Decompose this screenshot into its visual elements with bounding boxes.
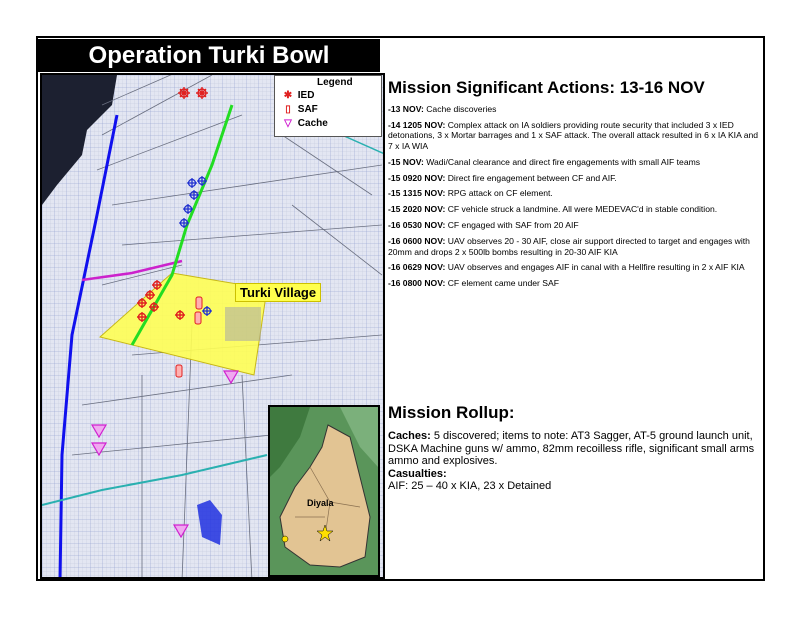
action-item: -16 0530 NOV: CF engaged with SAF from 20 AIF [388, 220, 579, 231]
action-item: -13 NOV: Cache discoveries [388, 104, 497, 114]
actions-list [388, 104, 760, 289]
rollup-title: Mission Rollup: [388, 403, 515, 422]
legend-title: Legend [317, 77, 353, 88]
action-item: -16 0629 NOV: UAV observes and engages AIF in canal with a Hellfire resulting in 2 x AIF KIA [388, 262, 745, 273]
legend-label: IED [297, 90, 315, 101]
casualties-label: Casualties: [388, 467, 447, 480]
legend-label: Cache [297, 118, 328, 129]
ied-star-icon: ✱ [283, 90, 293, 101]
map-legend [274, 75, 382, 137]
action-item: -14 1205 NOV: Complex attack on IA soldiers providing route security that included 3 x IED detonations, 3 x Mortar barrages and 1 x SAF attack. The overall attack resulted in 6 x IA KIA and 7 x IA WIA [388, 119, 759, 151]
inset-map [268, 405, 380, 577]
rollup-body [388, 430, 760, 493]
slide-title: Operation Turki Bowl [38, 39, 380, 72]
legend-item-ied [281, 90, 314, 102]
saf-figure-icon: ▯ [285, 104, 291, 115]
action-item: -16 0600 NOV: UAV observes 20 - 30 AIF, close air support directed to target and engages with 20mm and drops 2 x 500lb bombs resulting in 20-30 AIF KIA [388, 236, 750, 257]
actions-panel [388, 78, 760, 294]
turki-village-label: Turki Village [235, 283, 321, 302]
inset-label: Diyala [307, 498, 334, 508]
casualties-line: AIF: 25 – 40 x KIA, 23 x Detained [388, 480, 552, 492]
operation-map[interactable] [40, 73, 385, 579]
action-item: -15 NOV: Wadi/Canal clearance and direct fire engagements with small AIF teams [388, 156, 701, 167]
caches-line: Caches: 5 discovered; items to note: AT3 Sagger, AT-5 ground launch unit, DSKA Machine guns w/ ammo, 82mm recoilless rifle, significant small arms ammo and explosives. [388, 430, 755, 467]
legend-label: SAF [297, 104, 318, 115]
actions-title: Mission Significant Actions: 13-16 NOV [388, 78, 705, 97]
legend-item-cache [281, 118, 328, 130]
inset-graphic [270, 407, 378, 575]
action-item: -15 2020 NOV: CF vehicle struck a landmine. All were MEDEVAC'd in stable condition. [388, 204, 718, 215]
legend-item-saf [281, 104, 318, 116]
action-item: -16 0800 NOV: CF element came under SAF [388, 278, 560, 289]
action-item: -15 0920 NOV: Direct fire engagement between CF and AIF. [388, 172, 617, 183]
cache-triangle-icon: ▽ [284, 118, 292, 129]
action-item: -15 1315 NOV: RPG attack on CF element. [388, 188, 553, 199]
